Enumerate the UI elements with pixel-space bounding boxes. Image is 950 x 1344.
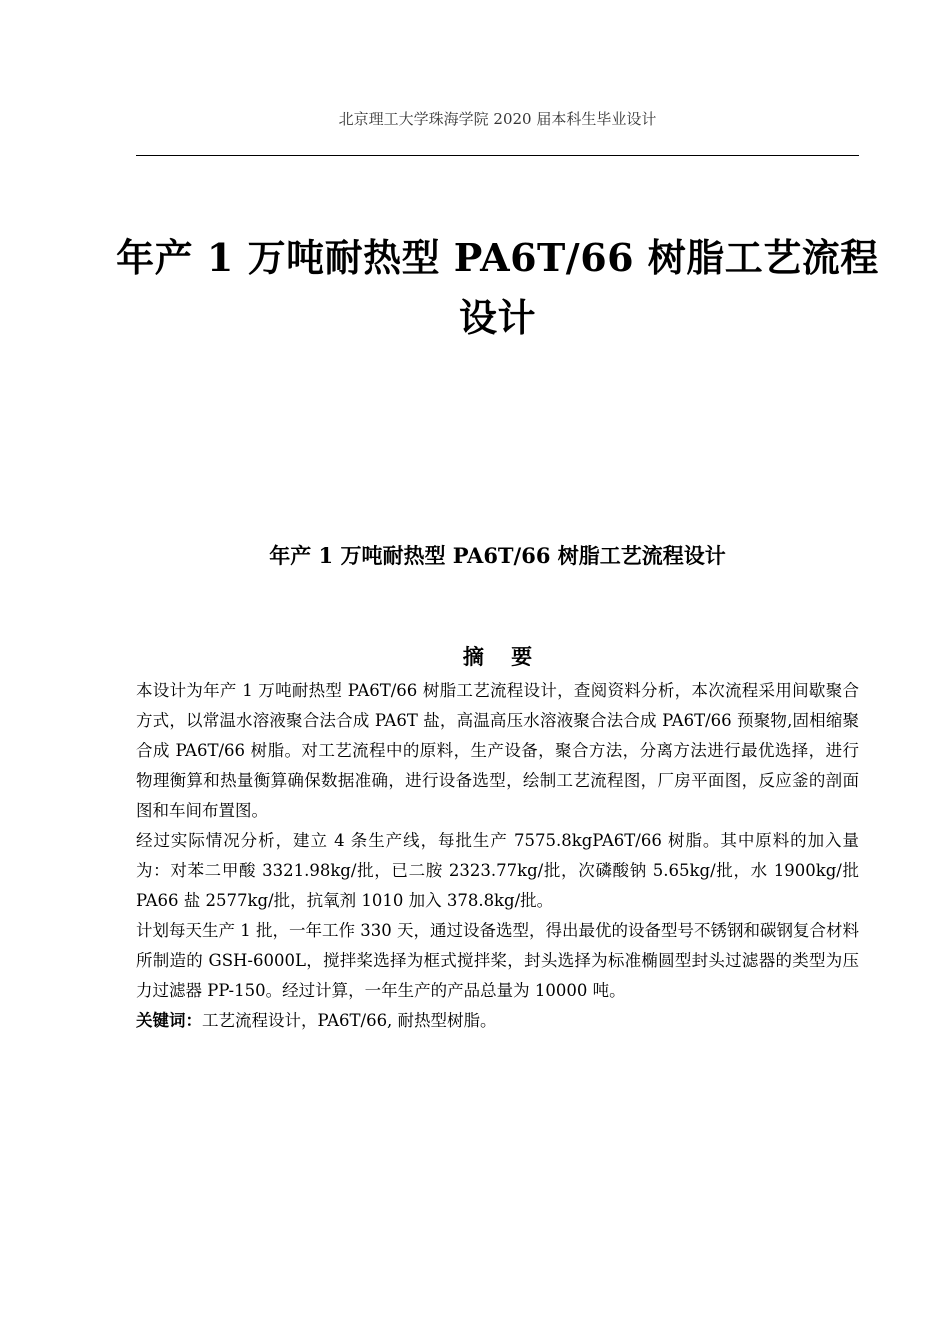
thesis-subtitle: 年产 1 万吨耐热型 PA6T/66 树脂工艺流程设计 bbox=[269, 543, 726, 568]
keywords-label: 关键词： bbox=[136, 1011, 202, 1030]
abstract-paragraph-3: 计划每天生产 1 批，一年工作 330 天，通过设备选型，得出最优的设备型号不锈钢和碳钢复合材料所制造的 GSH-6000L，搅拌桨选择为框式搅拌桨，封头选择为标准椭圆型封头过滤器的类型为压力过滤器 PP-150。经过计算，一年生产的产品总量为 10000 吨。 bbox=[136, 921, 859, 1000]
abstract-heading: 摘 要 bbox=[462, 644, 543, 669]
page-header: 北京理工大学珠海学院 2020 届本科生毕业设计 bbox=[338, 110, 657, 128]
abstract-body bbox=[136, 676, 859, 1036]
abstract-paragraph-1: 本设计为年产 1 万吨耐热型 PA6T/66 树脂工艺流程设计，查阅资料分析，本次流程采用间歇聚合方式，以常温水溶液聚合法合成 PA6T 盐，高温高压水溶液聚合法合成 PA6T/66 预聚物,固相缩聚合成 PA6T/66 树脂。对工艺流程中的原料，生产设备，聚合方法，分离方法进行最优选择，进行物理衡算和热量衡算确保数据准确，进行设备选型，绘制工艺流程图，厂房平面图，反应釜的剖面图和车间布置图。 bbox=[136, 681, 859, 820]
thesis-title: 年产 1 万吨耐热型 PA6T/66 树脂工艺流程设计 bbox=[116, 235, 879, 340]
header-divider bbox=[136, 155, 859, 156]
abstract-paragraph-2: 经过实际情况分析，建立 4 条生产线，每批生产 7575.8kgPA6T/66 树脂。其中原料的加入量为：对苯二甲酸 3321.98kg/批，已二胺 2323.77kg/批，次磷酸钠 5.65kg/批，水 1900kg/批 PA66 盐 2577kg/批，抗氧剂 1010 加入 378.8kg/批。 bbox=[136, 831, 859, 910]
keywords-line bbox=[136, 1006, 859, 1036]
keywords-text: 工艺流程设计，PA6T/66, 耐热型树脂。 bbox=[202, 1011, 497, 1030]
